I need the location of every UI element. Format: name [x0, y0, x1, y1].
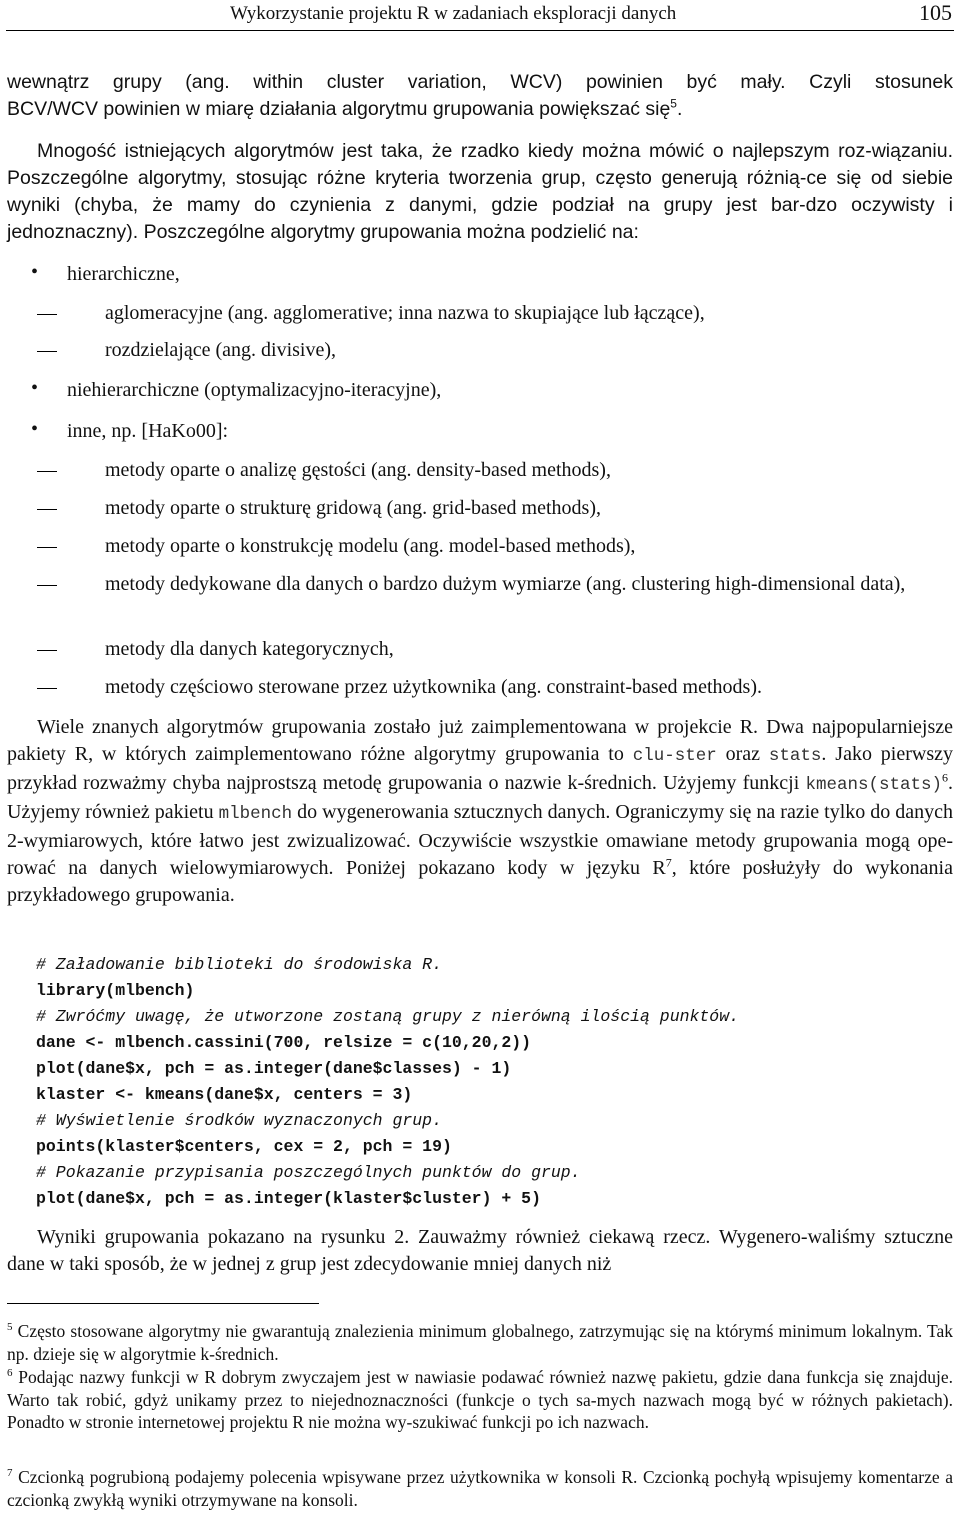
code-command: library(mlbench): [36, 981, 195, 1000]
list-item-agglomerative: aglomeracyjne (ang. agglomerative; inna nazwa to skupiające lub łączące),: [105, 302, 705, 324]
footnote-5: [7, 1320, 953, 1365]
text: Wiele znanych algorytmów grupowania zostało już zaimplementowana w projekcie R. Dwa najpopularniejsze pakiety R, w których zaimplementowano różne algorytmy grupowania to: [7, 716, 953, 765]
footnote-ref-5: 5: [670, 96, 677, 111]
dash-icon: [37, 471, 57, 472]
footnote-text: Często stosowane algorytmy nie gwarantują znalezienia minimum globalnego, zatrzymując się na którymś minimum lokalnym. Tak np. dzieje się w algorytmie k-średnich.: [7, 1321, 954, 1364]
page-number: 105: [919, 0, 952, 25]
code-comment: # Wyświetlenie środków wyznaczonych grup.: [36, 1111, 442, 1130]
header-title: Wykorzystanie projektu R w zadaniach eksploracji danych: [230, 3, 677, 24]
package-name-mlbench: mlbench: [218, 804, 293, 824]
code-command: plot(dane$x, pch = as.integer(klaster$cluster) + 5): [36, 1189, 541, 1208]
method-model: metody oparte o konstrukcję modelu (ang. model-based methods),: [105, 535, 636, 557]
dash-icon: [37, 509, 57, 510]
footnote-separator: [7, 1303, 319, 1304]
dash-icon: [37, 547, 57, 548]
text: do wygenerowania sztucznych danych. Ograniczymy się na razie tylko do danych 2-wymiarowych, które łatwo jest zwizualizować. Oczywiście wszystkie omawiane metody grupowania mogą ope-rować na danych wielowymiarowych. Poniżej pokazano kody w języku R: [7, 801, 954, 879]
running-header: [6, 0, 954, 31]
paragraph-r-packages: [7, 714, 953, 909]
dash-icon: [37, 314, 57, 315]
footnote-7: [7, 1466, 953, 1511]
dash-icon: [37, 650, 57, 651]
dash-icon: [37, 585, 57, 586]
paragraph-results: Wyniki grupowania pokazano na rysunku 2. Zauważmy również ciekawą rzecz. Wygenero-waliśmy sztuczne dane w taki sposób, że w jednej z grup jest zdecydowanie mniej danych niż: [7, 1226, 953, 1275]
list-item-divisive: rozdzielające (ang. divisive),: [105, 339, 336, 361]
footnote-number: 6: [7, 1367, 13, 1380]
intro-line-1: wewnątrz grupy (ang. within cluster variation, WCV) powinien być mały. Czyli stosunek: [7, 71, 953, 93]
intro-line-2-end: .: [676, 98, 683, 120]
code-comment: # Pokazanie przypisania poszczególnych punktów do grup.: [36, 1163, 581, 1182]
method-constraint: metody częściowo sterowane przez użytkownika (ang. constraint-based methods).: [105, 676, 762, 698]
bullet-icon: •: [31, 261, 39, 283]
list-item-other: inne, np. [HaKo00]:: [67, 420, 229, 442]
footnote-number: 7: [7, 1467, 13, 1480]
text: . Użyjemy również pakietu: [7, 772, 953, 823]
method-grid: metody oparte o strukturę gridową (ang. grid-based methods),: [105, 497, 601, 519]
dash-icon: [37, 351, 57, 352]
bullet-icon: •: [31, 377, 39, 399]
intro-line-2: [7, 96, 953, 123]
footnote-ref-7: 7: [665, 855, 672, 870]
method-high-dimensional: metody dedykowane dla danych o bardzo dużym wymiarze (ang. clustering high-dimensional data),: [105, 573, 906, 595]
method-categorical: metody dla danych kategorycznych,: [105, 638, 394, 660]
intro-line-2-text: BCV/WCV powinien w miarę działania algorytmu grupowania powiększać się: [7, 98, 671, 120]
code-command: plot(dane$x, pch = as.integer(dane$classes) - 1): [36, 1059, 512, 1078]
code-comment: # Załadowanie biblioteki do środowiska R.: [36, 955, 442, 974]
function-name-kmeans: kmeans(stats): [805, 775, 942, 795]
footnote-text: Podając nazwy funkcji w R dobrym zwyczajem jest w nawiasie podawać również nazwę pakietu, gdzie dana funkcja się znajduje. Warto tak robić, gdyż unikamy przez to niejednoznaczności (funkcje o tych sa-mych nazwach mogą być w różnych pakietach). Ponadto w stronie internetowej projektu R nie można wy-szukiwać funkcji po ich nazwach.: [7, 1367, 954, 1432]
text: . Jako pierwszy przykład rozważmy chyba najprostszą metodę grupowania o nazwie k-średnich. Użyjemy funkcji: [7, 743, 954, 794]
footnote-ref-6: 6: [942, 770, 948, 785]
list-item-nonhierarchical: niehierarchiczne (optymalizacyjno-iteracyjne),: [67, 379, 442, 401]
footnote-text: Czcionką pogrubioną podajemy polecenia wpisywane przez użytkownika w konsoli R. Czcionką pochyłą wpisujemy komentarze a czcionką zwykłą wyniki otrzymywane na konsoli.: [7, 1467, 954, 1510]
code-command: klaster <- kmeans(dane$x, centers = 3): [36, 1085, 413, 1104]
bullet-icon: •: [31, 418, 39, 440]
package-name-cluster: clu-ster: [632, 746, 717, 766]
dash-icon: [37, 688, 57, 689]
method-density: metody oparte o analizę gęstości (ang. density-based methods),: [105, 459, 611, 481]
intro-paragraph: [7, 69, 953, 123]
list-item-hierarchical: hierarchiczne,: [67, 263, 180, 285]
package-name-stats: stats: [768, 746, 822, 766]
footnote-number: 5: [7, 1321, 13, 1334]
text: , które posłużyły do wykonania przykładowego grupowania.: [7, 857, 953, 906]
text: oraz: [716, 743, 769, 765]
code-comment: # Zwróćmy uwagę, że utworzone zostaną grupy z nierówną ilością punktów.: [36, 1007, 740, 1026]
footnote-6: [7, 1366, 953, 1434]
paragraph-algorithms: Mnogość istniejących algorytmów jest taka, że rzadko kiedy można mówić o najlepszym roz-wiązaniu. Poszczególne algorytmy, stosując różne kryteria tworzenia grup, często generują różnią-ce się od siebie wyniki (chyba, że mamy do czynienia z danymi, gdzie podział na grupy jest bar-dzo oczywisty i jednoznaczny). Poszczególne algorytmy grupowania można podzielić na:: [7, 140, 953, 243]
code-command: points(klaster$centers, cex = 2, pch = 19): [36, 1137, 452, 1156]
code-command: dane <- mlbench.cassini(700, relsize = c(10,20,2)): [36, 1033, 532, 1052]
